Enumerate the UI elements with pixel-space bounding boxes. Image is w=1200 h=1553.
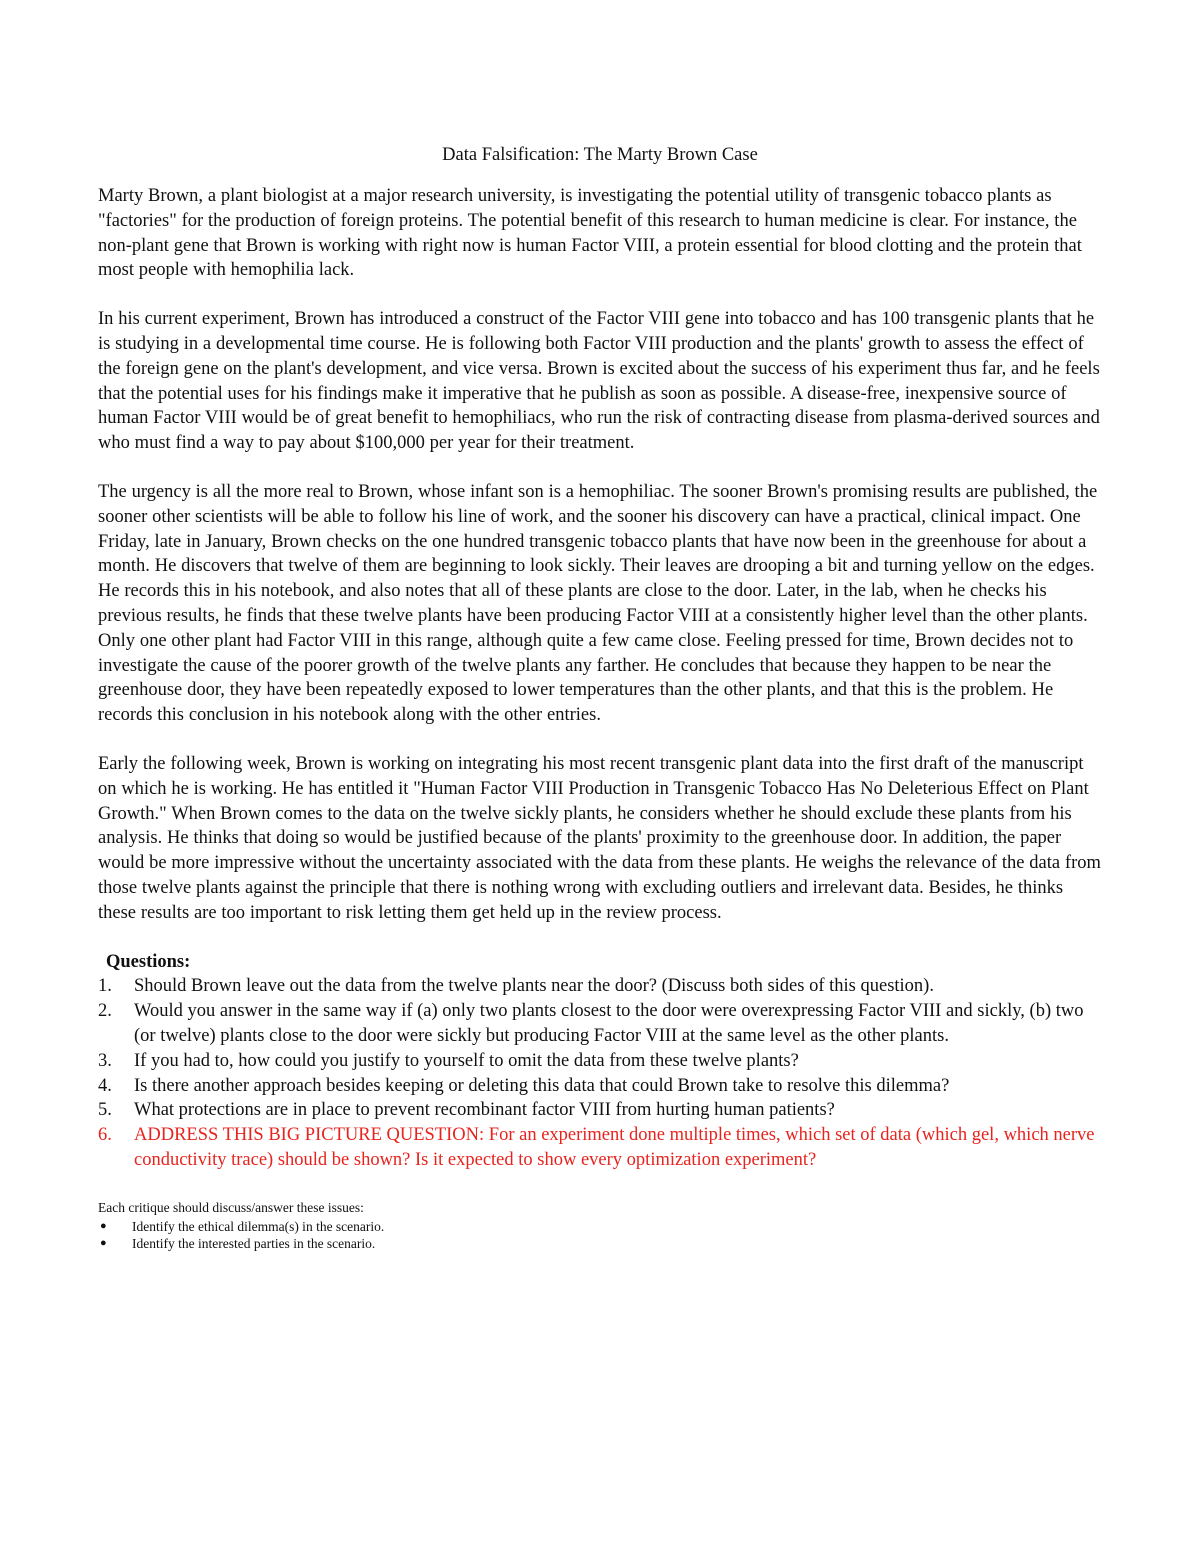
paragraph-intro: Marty Brown, a plant biologist at a major research university, is investigating the potential utility of transgenic tobacco plants as "factories" for the production of foreign proteins. The potential benefit of this research to human medicine is clear. For instance, the non-plant gene that Brown is working with right now is human Factor VIII, a protein essential for blood clotting and the protein that most people with hemophilia lack. [98, 186, 1082, 281]
question-text: If you had to, how could you justify to yourself to omit the data from these twelve plants? [134, 1050, 799, 1071]
question-number: 6. [98, 1125, 112, 1146]
question-number: 3. [98, 1050, 112, 1071]
question-item [98, 1098, 1102, 1123]
critique-list [98, 1218, 1102, 1252]
critique-item [98, 1235, 1102, 1252]
paragraph-manuscript: Early the following week, Brown is working on integrating his most recent transgenic plant data into the first draft of the manuscript on which he is working. He has entitled it "Human Factor VIII Production in Transgenic Tobacco Has No Deleterious Effect on Plant Growth." When Brown comes to the data on the twelve sickly plants, he considers whether he should exclude these plants from his analysis. He thinks that doing so would be justified because of the plants' proximity to the greenhouse door. In addition, the paper would be more impressive without the uncertainty associated with the data from these plants. He weighs the relevance of the data from those twelve plants against the principle that there is nothing wrong with excluding outliers and irrelevant data. Besides, he thinks these results are too important to risk letting them get held up in the review process. [98, 753, 1101, 923]
critique-intro: Each critique should discuss/answer these issues: [98, 1199, 364, 1215]
paragraph-experiment: In his current experiment, Brown has introduced a construct of the Factor VIII gene into tobacco and has 100 transgenic plants that he is studying in a developmental time course. He is following both Factor VIII production and the plants' growth to assess the effect of the foreign gene on the plant's development, and vice versa. Brown is excited about the success of his experiment thus far, and he feels that the potential uses for his findings make it imperative that he publish as soon as possible. A disease-free, inexpensive source of human Factor VIII would be of great benefit to hemophiliacs, who run the risk of contracting disease from plasma-derived sources and who must find a way to pay about $100,000 per year for their treatment. [98, 309, 1100, 454]
question-number: 1. [98, 976, 112, 997]
document-title: Data Falsification: The Marty Brown Case [442, 145, 758, 165]
question-text: What protections are in place to prevent recombinant factor VIII from hurting human patients? [134, 1100, 835, 1121]
critique-item-text: Identify the interested parties in the scenario. [132, 1235, 376, 1251]
question-item [98, 1074, 1102, 1099]
question-number: 2. [98, 1001, 112, 1022]
critique-item [98, 1218, 1102, 1235]
question-number: 5. [98, 1100, 112, 1121]
question-number: 4. [98, 1075, 112, 1096]
question-item [98, 999, 1102, 1049]
bullet-icon: ● [100, 1236, 107, 1249]
document-content [98, 142, 1102, 1252]
question-text: Would you answer in the same way if (a) only two plants closest to the door were overexpressing Factor VIII and sickly, (b) two (or twelve) plants close to the door were sickly but producing Factor VIII at the same level as the other plants. [134, 1001, 1084, 1046]
question-text: Is there another approach besides keeping or deleting this data that could Brown take to resolve this dilemma? [134, 1075, 950, 1096]
critique-section [98, 1199, 1102, 1252]
paragraph-urgency: The urgency is all the more real to Brown, whose infant son is a hemophiliac. The sooner Brown's promising results are published, the sooner other scientists will be able to follow his line of work, and the sooner his discovery can have a practical, clinical impact. One Friday, late in January, Brown checks on the one hundred transgenic tobacco plants that have now been in the greenhouse for about a month. He discovers that twelve of them are beginning to look sickly. Their leaves are drooping a bit and turning yellow on the edges. He records this in his notebook, and also notes that all of these plants are close to the door. Later, in the lab, when he checks his previous results, he finds that these twelve plants have been producing Factor VIII at a consistently higher level than the other plants. Only one other plant had Factor VIII in this range, although quite a few came close. Feeling pressed for time, Brown decides not to investigate the cause of the poorer growth of the twelve plants any farther. He concludes that because they happen to be near the greenhouse door, they have been repeatedly exposed to lower temperatures than the other plants, and that this is the problem. He records this conclusion in his notebook along with the other entries. [98, 481, 1098, 726]
question-item [98, 974, 1102, 999]
question-text: ADDRESS THIS BIG PICTURE QUESTION: For an experiment done multiple times, which set of data (which gel, which nerve conductivity trace) should be shown? Is it expected to show every optimization experiment? [134, 1125, 1095, 1170]
questions-heading: Questions: [106, 951, 191, 972]
bullet-icon: ● [100, 1219, 107, 1232]
question-text: Should Brown leave out the data from the twelve plants near the door? (Discuss both sides of this question). [134, 976, 934, 997]
question-item [98, 1049, 1102, 1074]
question-item-highlighted [98, 1123, 1102, 1173]
critique-item-text: Identify the ethical dilemma(s) in the scenario. [132, 1218, 385, 1234]
questions-list [98, 974, 1102, 1172]
